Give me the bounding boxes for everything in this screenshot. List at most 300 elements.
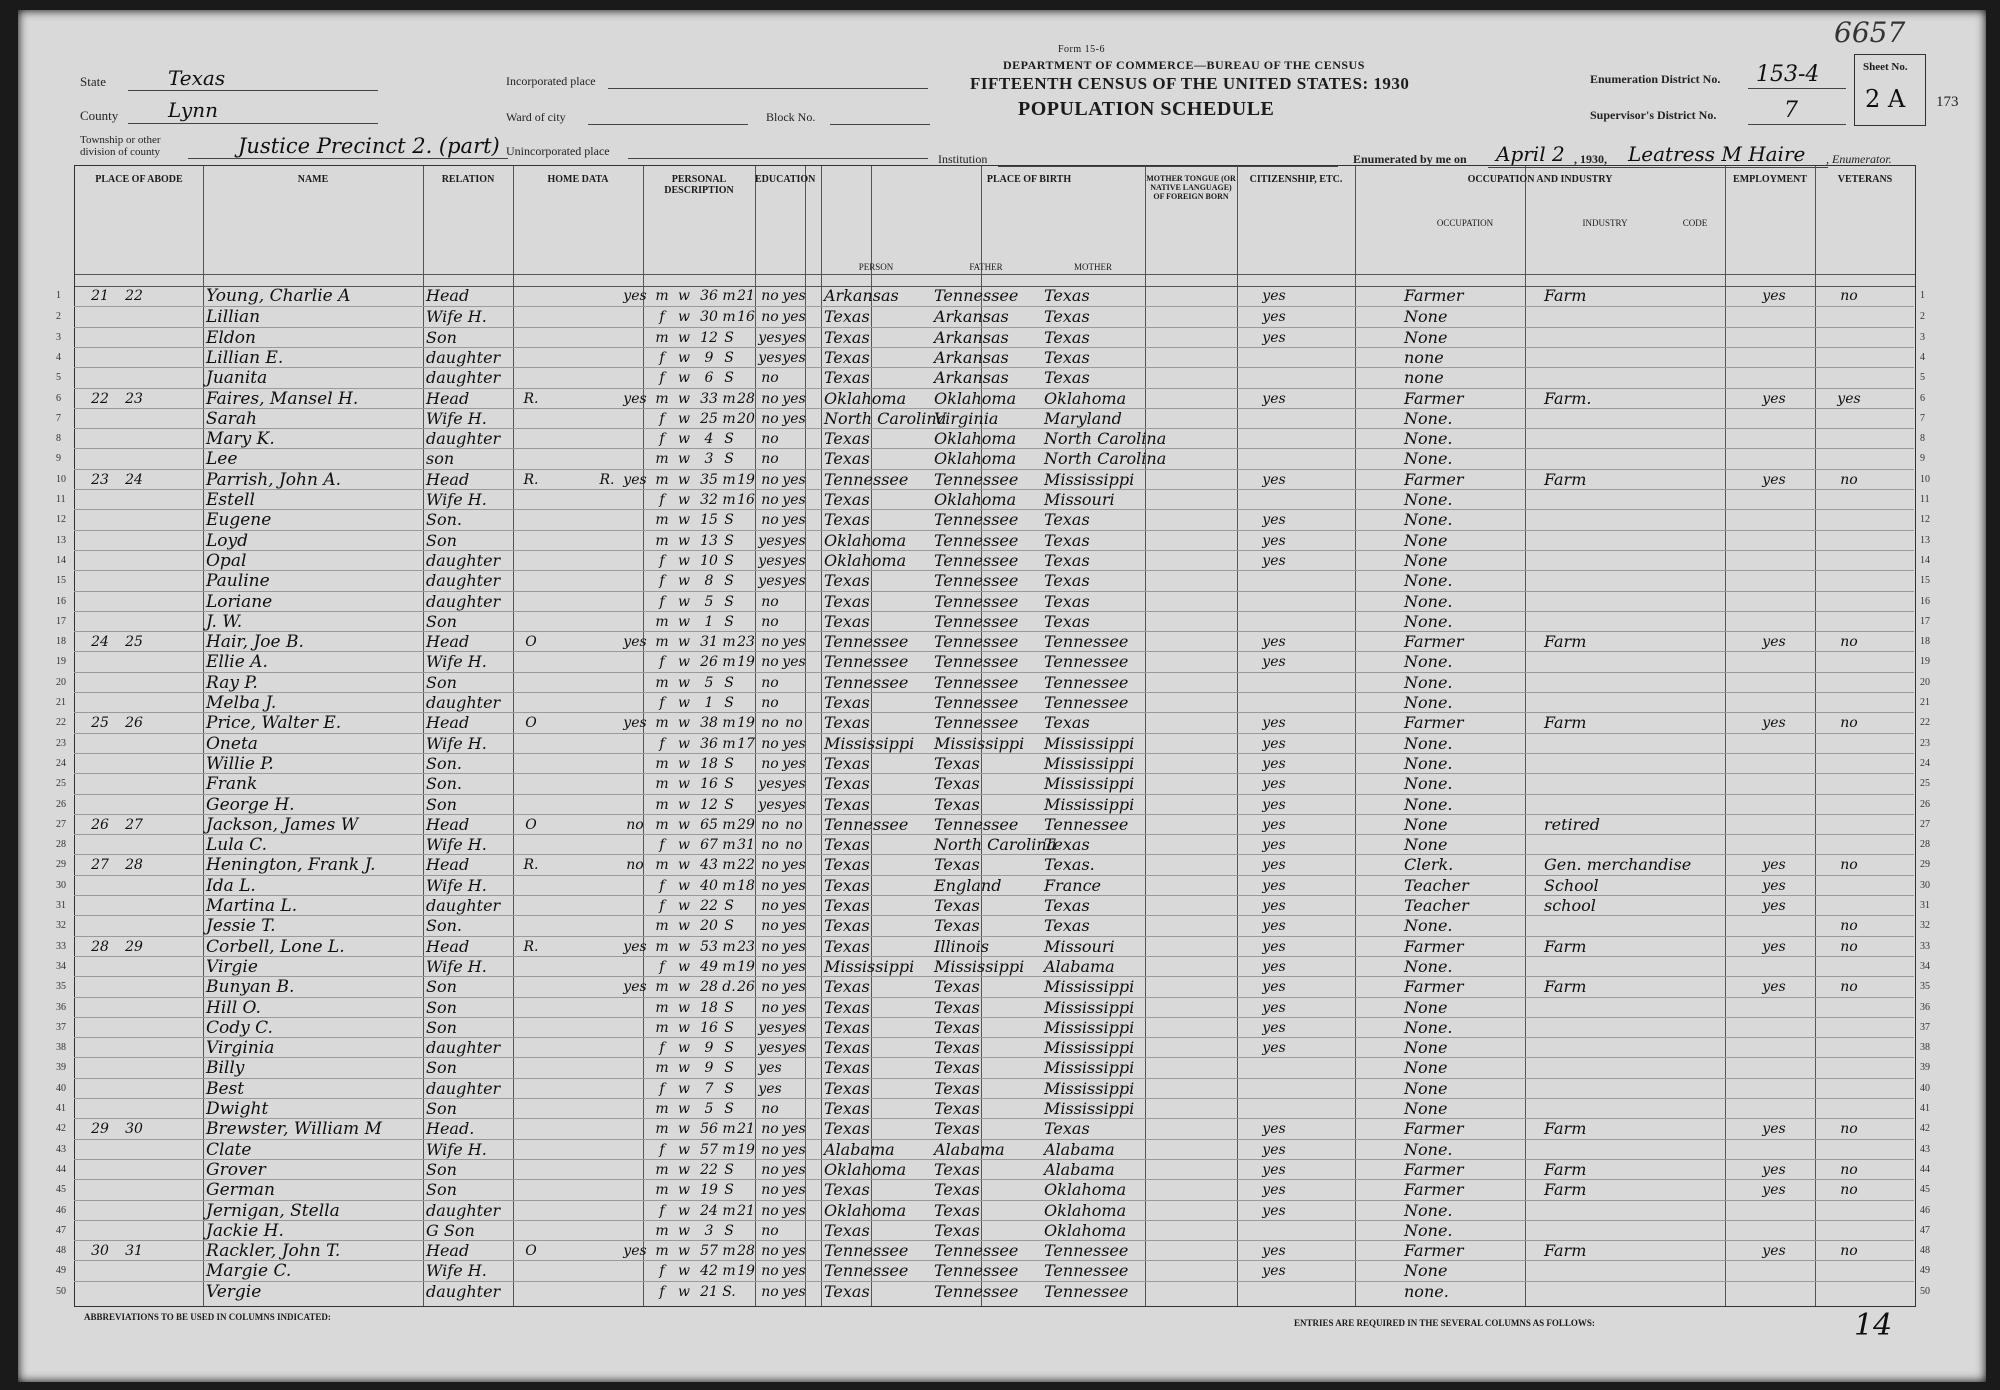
industry [1544, 571, 1664, 591]
home-tenure [516, 1180, 546, 1200]
speaks-english: yes [1262, 532, 1286, 549]
birthplace-father: Oklahoma [934, 490, 1017, 509]
sex: f [659, 492, 665, 508]
family-number [114, 957, 154, 977]
person-name: Lula C. [206, 835, 268, 856]
occupation: none [1404, 347, 1444, 367]
marital-status: d. [722, 979, 736, 996]
age: 10 [700, 552, 718, 569]
person-name: Jessie T. [206, 916, 276, 937]
line-number-right: 14 [1920, 554, 1930, 566]
age: 7 [704, 1080, 714, 1097]
farm-residence [620, 571, 650, 591]
sex: f [659, 1263, 665, 1280]
veteran [1834, 307, 1864, 327]
line-number-right: 4 [1920, 351, 1925, 363]
industry [1544, 510, 1664, 530]
attended-school: no [761, 634, 779, 651]
table-row [56, 631, 1930, 653]
sex: m [655, 1101, 669, 1117]
race: w [678, 918, 690, 935]
relation: Son [426, 997, 457, 1017]
can-read-write: yes [782, 1161, 806, 1178]
birthplace-mother: Mississippi [1044, 977, 1135, 997]
person-name: Margie C. [206, 1261, 292, 1282]
line-number-right: 41 [1920, 1103, 1930, 1114]
marital-status: m [722, 857, 736, 874]
attended-school: no [761, 918, 779, 935]
county-value: Lynn [168, 98, 218, 122]
industry: Farm [1544, 1180, 1587, 1200]
enum-district-label: Enumeration District No. [1590, 72, 1721, 86]
sex: m [655, 938, 669, 955]
can-read-write: yes [782, 349, 806, 366]
sex: m [655, 1182, 669, 1199]
attended-school: no [761, 958, 779, 975]
farm-residence [620, 1201, 650, 1221]
family-number [114, 774, 154, 794]
can-read-write: yes [782, 999, 806, 1016]
family-number [114, 328, 154, 348]
veteran [1834, 429, 1864, 449]
age: 56 [700, 1121, 718, 1138]
attended-school: no [761, 1263, 779, 1280]
industry [1544, 449, 1664, 469]
age: 13 [700, 532, 718, 549]
farm-residence [620, 876, 650, 896]
at-work [1754, 754, 1794, 774]
home-tenure [516, 998, 546, 1018]
speaks-english: yes [1262, 552, 1286, 569]
can-read-write: yes [782, 938, 806, 955]
home-tenure [516, 409, 546, 429]
age-at-marriage [736, 368, 756, 388]
birthplace-father: Arkansas [934, 368, 1009, 388]
speaks-english [1254, 1099, 1294, 1119]
line-number: 22 [56, 717, 66, 729]
veteran [1834, 1140, 1864, 1160]
sex: m [655, 1019, 669, 1036]
industry [1544, 1058, 1664, 1078]
can-read-write: yes [782, 898, 806, 914]
relation: daughter [426, 1200, 501, 1220]
occupation: None. [1404, 571, 1453, 591]
race: w [678, 1141, 690, 1158]
farm-residence [620, 307, 650, 327]
occupation: none [1404, 368, 1444, 388]
census-title: FIFTEENTH CENSUS OF THE UNITED STATES: 1930 [970, 74, 1410, 93]
age-at-marriage [736, 1160, 756, 1180]
occupation: Teacher [1404, 875, 1469, 895]
birthplace-person: Oklahoma [824, 1159, 907, 1179]
line-number: 46 [56, 1204, 66, 1216]
attended-school: no [761, 451, 779, 468]
line-number: 40 [56, 1082, 66, 1094]
dwelling-number: 21 [91, 288, 109, 304]
table-row [56, 1200, 1930, 1221]
birthplace-mother: Alabama [1044, 1159, 1115, 1179]
speaks-english [1254, 571, 1294, 591]
at-work [1754, 693, 1794, 713]
speaks-english: yes [1262, 329, 1286, 346]
industry [1544, 612, 1664, 632]
race: w [678, 1019, 690, 1036]
table-row [56, 1281, 1930, 1302]
marital-status: S [724, 1161, 734, 1178]
birthplace-mother: Texas [1044, 530, 1090, 550]
farm-residence [620, 734, 650, 754]
speaks-english: yes [1262, 1019, 1286, 1036]
industry: Farm [1544, 977, 1587, 997]
occupation: None. [1404, 956, 1453, 976]
speaks-english: yes [1262, 471, 1286, 488]
speaks-english [1254, 368, 1294, 388]
industry: Farm [1544, 713, 1587, 733]
radio-set [594, 449, 620, 469]
marital-status: S [724, 1040, 734, 1057]
line-number: 11 [56, 494, 66, 505]
at-work: yes [1762, 877, 1786, 894]
veteran [1834, 571, 1864, 591]
family-number [114, 592, 154, 612]
family-number [114, 652, 154, 672]
birthplace-father: Texas [934, 997, 980, 1017]
relation: Son [426, 1017, 457, 1037]
radio-set [594, 998, 620, 1018]
at-work [1754, 571, 1794, 591]
radio-set [594, 713, 620, 733]
race: w [678, 1202, 690, 1219]
radio-set [594, 1282, 620, 1302]
veteran [1834, 1099, 1864, 1119]
person-name: Melba J. [206, 693, 277, 713]
attended-school: no [761, 979, 779, 996]
attended-school: no [761, 938, 779, 955]
at-work [1754, 1099, 1794, 1119]
birthplace-father: Tennessee [934, 571, 1019, 591]
age: 36 [700, 288, 718, 304]
sex: m [655, 288, 669, 304]
home-tenure [516, 1018, 546, 1038]
home-tenure: R. [523, 938, 539, 955]
age: 20 [700, 918, 718, 935]
birthplace-person: Texas [824, 1099, 870, 1118]
industry [1544, 328, 1664, 348]
birthplace-father: Tennessee [934, 652, 1019, 672]
age-at-marriage [736, 673, 756, 693]
birthplace-mother: Tennessee [1044, 1261, 1129, 1281]
family-number [114, 409, 154, 429]
family-number: 30 [125, 1121, 143, 1138]
label-occupation: OCCUPATION [1436, 218, 1494, 228]
age-at-marriage [736, 1079, 756, 1099]
family-number [114, 1038, 154, 1058]
at-work: yes [1762, 471, 1786, 488]
farm-residence [620, 409, 650, 429]
person-name: Oneta [206, 733, 258, 754]
home-tenure [516, 551, 546, 571]
home-tenure [516, 1201, 546, 1221]
birthplace-father: Arkansas [934, 307, 1009, 327]
age-at-marriage: 19 [737, 654, 755, 671]
veteran [1834, 612, 1864, 632]
at-work [1754, 490, 1794, 510]
farm-residence [620, 1160, 650, 1180]
race: w [678, 1101, 690, 1117]
sex: m [655, 776, 669, 793]
home-tenure [516, 286, 546, 306]
department-title: DEPARTMENT OF COMMERCE—BUREAU OF THE CENSUS [1003, 58, 1365, 72]
family-number [114, 490, 154, 510]
person-name: Lillian E. [206, 347, 284, 368]
birthplace-person: Texas [824, 307, 870, 327]
table-row [56, 1220, 1930, 1241]
line-number: 29 [56, 859, 66, 871]
birthplace-mother: Texas [1044, 510, 1090, 530]
marital-status: m [722, 877, 736, 894]
relation: daughter [426, 1281, 501, 1301]
person-name: Vergie [206, 1281, 262, 1302]
relation: Son [426, 1099, 457, 1118]
speaks-english [1254, 673, 1294, 693]
person-name: Billy [206, 1058, 245, 1079]
can-read-write: yes [782, 471, 806, 488]
attended-school: no [761, 999, 779, 1016]
birthplace-father: Texas [934, 1159, 980, 1179]
radio-set [594, 876, 620, 896]
person-name: Juanita [206, 368, 268, 389]
page-number: 173 [1936, 94, 1959, 110]
race: w [678, 877, 690, 894]
can-read-write: yes [782, 1019, 806, 1036]
farm-residence [620, 1018, 650, 1038]
birthplace-father: Tennessee [934, 632, 1019, 652]
family-number [114, 1180, 154, 1200]
age: 9 [704, 349, 714, 366]
industry [1544, 1201, 1664, 1221]
farm-residence [620, 1099, 650, 1119]
age: 5 [704, 1101, 714, 1117]
group-personal-description: PERSONAL DESCRIPTION [664, 174, 734, 196]
attended-school: no [761, 1101, 779, 1117]
race: w [678, 573, 690, 590]
family-number [114, 1282, 154, 1302]
person-name: Rackler, John T. [206, 1241, 341, 1262]
at-work [1754, 957, 1794, 977]
home-tenure [516, 754, 546, 774]
at-work [1754, 1221, 1794, 1241]
can-read-write [782, 1079, 806, 1099]
can-read-write: yes [782, 552, 806, 569]
marital-status: m [722, 288, 736, 304]
speaks-english: yes [1262, 1161, 1286, 1178]
birthplace-father: Oklahoma [934, 429, 1017, 449]
occupation: None. [1404, 1017, 1453, 1037]
person-name: Parrish, John A. [206, 469, 342, 490]
home-tenure [516, 795, 546, 815]
age: 35 [700, 471, 718, 488]
veteran [1834, 531, 1864, 551]
veteran [1834, 652, 1864, 672]
birthplace-father: Arkansas [934, 347, 1009, 367]
dwelling-number: 22 [91, 390, 109, 407]
relation: daughter [426, 896, 501, 915]
race: w [678, 735, 690, 752]
line-number: 19 [56, 656, 66, 668]
table-row [56, 1260, 1930, 1282]
birthplace-mother: Tennessee [1044, 693, 1129, 712]
sex: f [659, 593, 665, 610]
marital-status: S [724, 552, 734, 569]
radio-set [594, 592, 620, 612]
sex: m [655, 471, 669, 488]
at-work [1754, 531, 1794, 551]
age: 32 [700, 492, 718, 508]
radio-set [594, 409, 620, 429]
person-name: George H. [206, 794, 295, 815]
radio-set [594, 348, 620, 368]
table-row [56, 611, 1930, 632]
industry [1544, 1018, 1664, 1038]
birthplace-person: Texas [824, 977, 870, 997]
attended-school: no [761, 593, 779, 610]
age-at-marriage [736, 1058, 756, 1078]
farm-residence [620, 1180, 650, 1200]
home-tenure [516, 1058, 546, 1078]
attended-school: no [761, 654, 779, 671]
line-number: 32 [56, 920, 66, 932]
home-tenure [516, 1282, 546, 1302]
line-number: 48 [56, 1245, 66, 1257]
line-number-right: 5 [1920, 372, 1925, 384]
supervisor-value: 7 [1784, 98, 1798, 123]
age-at-marriage [736, 328, 756, 348]
speaks-english [1254, 490, 1294, 510]
birthplace-mother: Texas [1044, 713, 1090, 733]
age: 18 [700, 999, 718, 1016]
marital-status: m [722, 1121, 736, 1138]
at-work [1754, 612, 1794, 632]
relation: Head. [426, 1119, 475, 1139]
attended-school: no [761, 390, 779, 407]
age-at-marriage [736, 531, 756, 551]
marital-status: S [724, 532, 734, 549]
home-tenure [516, 429, 546, 449]
line-number: 9 [56, 453, 61, 465]
race: w [678, 532, 690, 549]
relation: Wife H. [426, 835, 487, 855]
group-relation: RELATION [441, 174, 495, 185]
veteran [1834, 815, 1864, 835]
farm-residence [620, 348, 650, 368]
birthplace-person: Oklahoma [824, 388, 907, 408]
race: w [678, 654, 690, 671]
enumerated-label: Enumerated by me on [1353, 152, 1467, 166]
birthplace-person: Texas [824, 753, 870, 773]
age: 5 [704, 593, 714, 610]
line-number: 16 [56, 595, 66, 607]
race: w [678, 796, 690, 813]
birthplace-mother: Missouri [1044, 936, 1115, 956]
at-work: yes [1762, 715, 1786, 732]
family-number [114, 510, 154, 530]
marital-status: m [722, 837, 736, 854]
person-name: Loyd [206, 530, 249, 551]
radio-set [594, 957, 620, 977]
schedule-title: POPULATION SCHEDULE [1018, 98, 1275, 120]
birthplace-father: Tennessee [934, 286, 1019, 305]
industry [1544, 1221, 1664, 1241]
age-at-marriage [736, 998, 756, 1018]
family-number: 27 [125, 816, 143, 833]
radio-set [594, 754, 620, 774]
age-at-marriage: 21 [737, 288, 755, 304]
veteran [1834, 835, 1864, 855]
age: 3 [704, 451, 714, 468]
age-at-marriage [736, 551, 756, 571]
age: 26 [700, 654, 718, 671]
birthplace-father: Illinois [934, 936, 989, 956]
table-row [56, 915, 1930, 937]
can-read-write: yes [782, 1283, 806, 1300]
label-mother: MOTHER [1074, 262, 1112, 272]
age: 42 [700, 1263, 718, 1280]
industry [1544, 1099, 1664, 1119]
race: w [678, 1040, 690, 1057]
at-work: yes [1762, 390, 1786, 407]
line-number: 31 [56, 900, 66, 911]
table-row [56, 875, 1930, 896]
line-number-right: 13 [1920, 534, 1930, 546]
birthplace-father: Texas [934, 794, 980, 814]
occupation: None. [1404, 490, 1453, 509]
attended-school: no [761, 695, 779, 711]
family-number [114, 693, 154, 713]
radio-set [594, 286, 620, 306]
birthplace-person: Texas [824, 1220, 870, 1240]
table-row [56, 1057, 1930, 1079]
attended-school: no [761, 1182, 779, 1199]
can-read-write [782, 592, 806, 612]
race: w [678, 938, 690, 955]
sex: f [659, 1141, 665, 1158]
occupation: None [1404, 1099, 1448, 1118]
person-name: Eugene [206, 510, 272, 531]
radio-set [594, 328, 620, 348]
age: 43 [700, 857, 718, 874]
marital-status: S [724, 613, 734, 630]
table-row [56, 1098, 1930, 1119]
radio-set [594, 1180, 620, 1200]
marital-status: S [724, 431, 734, 448]
farm-residence [620, 673, 650, 693]
person-name: Corbell, Lone L. [206, 936, 345, 957]
age: 53 [700, 938, 718, 955]
home-tenure [516, 531, 546, 551]
age: 31 [700, 634, 718, 651]
race: w [678, 1080, 690, 1097]
line-number: 18 [56, 636, 66, 648]
family-number [114, 876, 154, 896]
radio-set [594, 632, 620, 652]
marital-status: S [724, 1222, 734, 1239]
age-at-marriage: 28 [737, 390, 755, 407]
group-citizenship: CITIZENSHIP, ETC. [1249, 174, 1343, 185]
line-number: 41 [56, 1103, 66, 1114]
relation: Wife H. [426, 490, 487, 509]
incorporated-label: Incorporated place [506, 74, 596, 88]
line-number-right: 47 [1920, 1224, 1930, 1236]
